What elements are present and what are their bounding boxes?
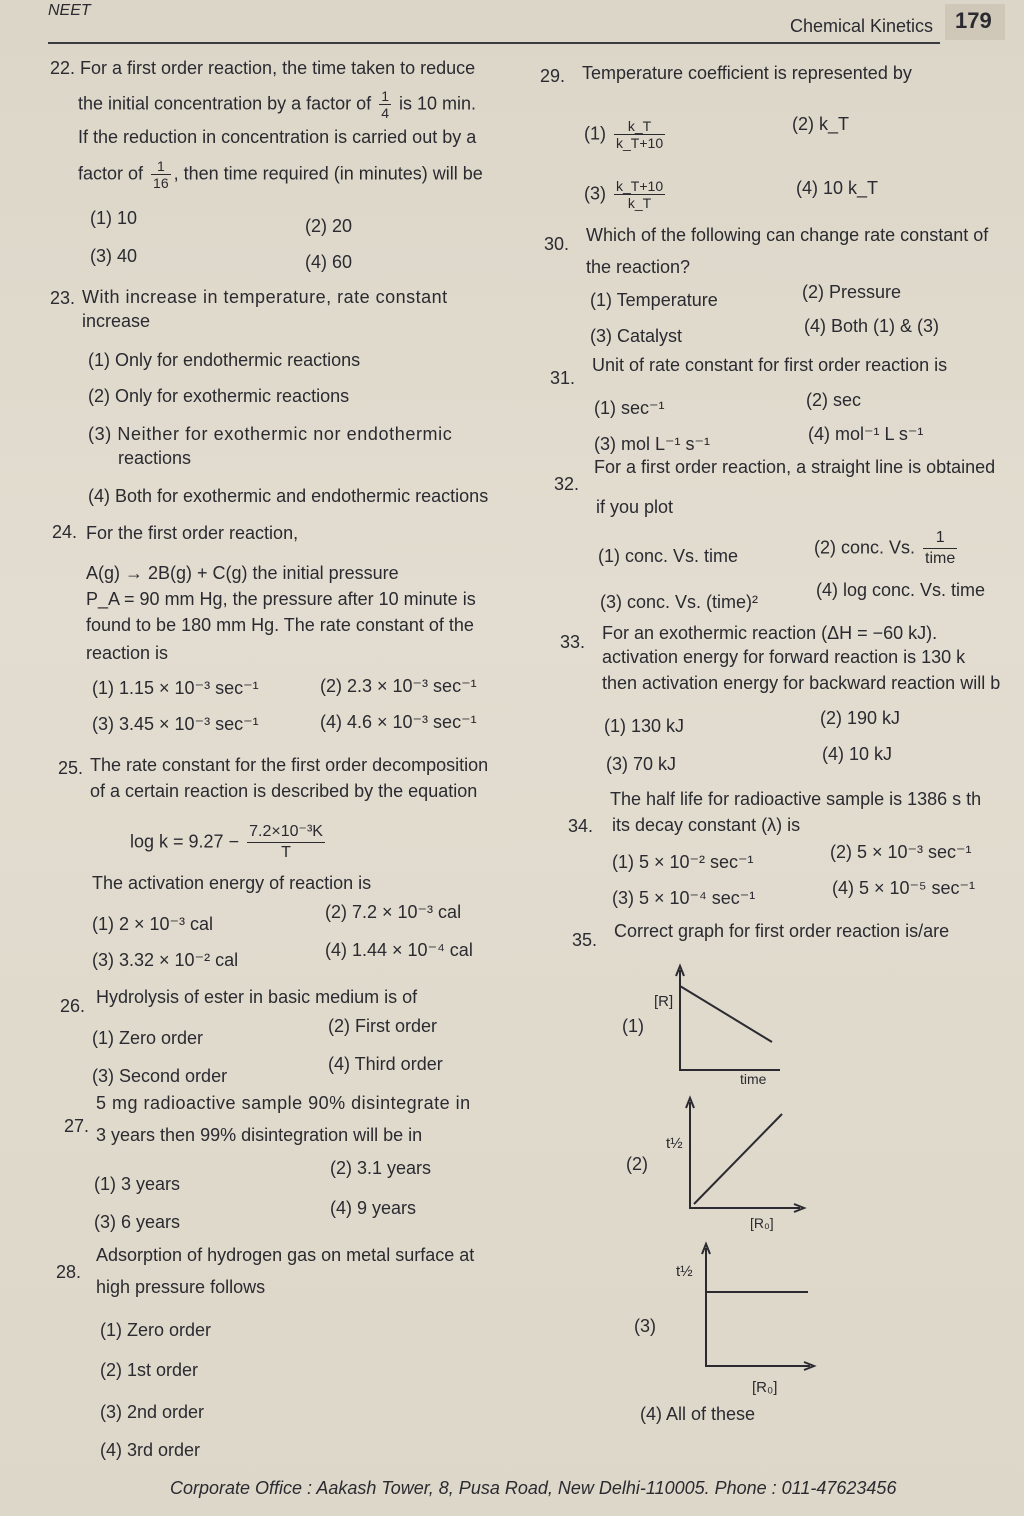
option-3[interactable]: (3) Neither for exothermic nor endothermic xyxy=(88,424,453,444)
option-2[interactable]: (2) Only for exothermic reactions xyxy=(88,386,350,406)
option-1[interactable]: (1) xyxy=(622,1016,644,1036)
question-number: 30. xyxy=(544,234,570,254)
question-number: 31. xyxy=(550,368,576,388)
question-number: 34. xyxy=(568,816,594,836)
option-2[interactable]: (2) sec xyxy=(806,390,862,410)
question-text: reaction is xyxy=(86,643,169,663)
question-text: The rate constant for the first order decomposition xyxy=(90,755,489,775)
option-1[interactable]: (1) 130 kJ xyxy=(604,716,685,736)
option-2[interactable]: (2) conc. Vs. $\frac{1}{\text{time}}$ xyxy=(814,529,956,567)
option-3[interactable]: (3) 6 years xyxy=(94,1212,181,1232)
question-number: 32. xyxy=(554,474,580,494)
question-text: then activation energy for backward reaction will b xyxy=(602,673,1001,693)
question-number: 22. xyxy=(50,58,76,78)
y-axis-label: t½ xyxy=(666,1135,683,1152)
x-axis-label: [R₀] xyxy=(750,1215,774,1231)
x-axis-label: time xyxy=(740,1071,767,1087)
question-number: 24. xyxy=(52,522,78,542)
question-number: 33. xyxy=(560,632,586,652)
option-4[interactable]: (4) 4.6 × 10⁻³ sec⁻¹ xyxy=(320,712,477,732)
graph-axes xyxy=(706,1248,810,1366)
option-1[interactable]: (1) sec⁻¹ xyxy=(594,398,665,418)
option-2[interactable]: (2) 190 kJ xyxy=(820,708,901,728)
option-2[interactable]: (2) 20 xyxy=(305,216,353,236)
option-1[interactable]: (1) 10 xyxy=(90,208,138,228)
option-4[interactable]: (4) 1.44 × 10⁻⁴ cal xyxy=(325,940,473,960)
question-number: 27. xyxy=(64,1116,90,1136)
y-axis-label: t½ xyxy=(676,1263,693,1280)
question-text: 5 mg radioactive sample 90% disintegrate in xyxy=(96,1093,471,1113)
equation: log k = 9.27 − $\frac{\text{7.2×10⁻³K}}{T}$ xyxy=(130,823,323,861)
question-text: Adsorption of hydrogen gas on metal surface at xyxy=(96,1245,475,1265)
option-4[interactable]: (4) log conc. Vs. time xyxy=(816,580,986,600)
question-number: 28. xyxy=(56,1262,82,1282)
option-2[interactable]: (2) 5 × 10⁻³ sec⁻¹ xyxy=(830,842,972,862)
option-4[interactable]: (4) Both (1) & (3) xyxy=(804,316,940,336)
option-1[interactable]: (1) $\frac{k\_T}{k\_T+10}$ xyxy=(584,118,664,151)
question-number: 35. xyxy=(572,930,598,950)
header-rule xyxy=(48,42,940,44)
option-2[interactable]: (2) Pressure xyxy=(802,282,902,302)
question-text: If the reduction in concentration is carried out by a xyxy=(78,127,477,147)
question-text: the reaction? xyxy=(586,257,691,277)
option-3[interactable]: (3) 3.32 × 10⁻² cal xyxy=(92,950,239,970)
graph-line-decreasing xyxy=(680,986,772,1042)
question-text: the initial concentration by a factor of $\frac{1}{4}$ is 10 min. xyxy=(78,88,477,121)
option-1[interactable]: (1) 5 × 10⁻² sec⁻¹ xyxy=(612,852,754,872)
option-4[interactable]: (4) mol⁻¹ L s⁻¹ xyxy=(808,424,924,444)
graph-2-half-life-vs-initial-conc xyxy=(660,1092,820,1232)
question-text: Which of the following can change rate constant of xyxy=(586,225,989,245)
option-4[interactable]: (4) 3rd order xyxy=(100,1440,201,1460)
option-3[interactable]: (3) mol L⁻¹ s⁻¹ xyxy=(594,434,711,454)
question-text: For a first order reaction, a straight line is obtained xyxy=(594,457,996,477)
question-text: With increase in temperature, rate constant xyxy=(82,287,448,307)
option-3[interactable]: (3) 40 xyxy=(90,246,138,266)
option-3[interactable]: (3) $\frac{k\_T+10}{k\_T}$ xyxy=(584,178,664,211)
question-text: high pressure follows xyxy=(96,1277,266,1297)
question-text: A(g) → 2B(g) + C(g) the initial pressure xyxy=(86,563,399,583)
option-4[interactable]: (4) 10 k_T xyxy=(796,178,879,198)
option-2[interactable]: (2) 2.3 × 10⁻³ sec⁻¹ xyxy=(320,676,477,696)
page-number: 179 xyxy=(955,8,992,33)
option-2[interactable]: (2) 7.2 × 10⁻³ cal xyxy=(325,902,462,922)
question-text: if you plot xyxy=(596,497,674,517)
question-text: Hydrolysis of ester in basic medium is of xyxy=(96,987,418,1007)
question-text: 3 years then 99% disintegration will be in xyxy=(96,1125,423,1145)
question-text: factor of $\frac{1}{16}$ , then time required (in minutes) will be xyxy=(78,158,483,191)
option-1[interactable]: (1) conc. Vs. time xyxy=(598,546,739,566)
chapter-title: Chemical Kinetics xyxy=(790,16,934,36)
x-axis-label: [R₀] xyxy=(752,1379,778,1396)
graph-1-concentration-vs-time xyxy=(650,958,810,1088)
graph-axes xyxy=(680,970,780,1070)
option-4[interactable]: (4) 5 × 10⁻⁵ sec⁻¹ xyxy=(832,878,976,898)
graph-3-half-life-constant xyxy=(670,1240,830,1400)
question-text: P_A = 90 mm Hg, the pressure after 10 minute is xyxy=(86,589,476,609)
question-text: found to be 180 mm Hg. The rate constant of the xyxy=(86,615,474,635)
question-text: For the first order reaction, xyxy=(86,523,299,543)
option-3[interactable]: (3) conc. Vs. (time)² xyxy=(600,592,759,612)
y-axis-label: [R] xyxy=(654,993,674,1010)
question-number: 23. xyxy=(50,288,76,308)
question-text: of a certain reaction is described by the equation xyxy=(90,781,478,801)
option-3-continued: reactions xyxy=(118,448,192,468)
question-text: For a first order reaction, the time taken to reduce xyxy=(80,58,476,78)
option-3[interactable]: (3) 70 kJ xyxy=(606,754,677,774)
option-3[interactable]: (3) Second order xyxy=(92,1066,228,1086)
option-1[interactable]: (1) 2 × 10⁻³ cal xyxy=(92,914,214,934)
option-2[interactable]: (2) 1st order xyxy=(100,1360,199,1380)
option-4[interactable]: (4) Both for exothermic and endothermic reactions xyxy=(88,486,489,506)
question-text: its decay constant (λ) is xyxy=(612,815,801,835)
option-1[interactable]: (1) Zero order xyxy=(92,1028,204,1048)
question-number: 25. xyxy=(58,758,84,778)
question-text: For an exothermic reaction (ΔH = −60 kJ). xyxy=(602,623,938,643)
option-3[interactable]: (3) 5 × 10⁻⁴ sec⁻¹ xyxy=(612,888,756,908)
question-text: Correct graph for first order reaction is/are xyxy=(614,921,950,941)
option-4[interactable]: (4) 9 years xyxy=(330,1198,417,1218)
option-1[interactable]: (1) 1.15 × 10⁻³ sec⁻¹ xyxy=(92,678,259,698)
option-2[interactable]: (2) k_T xyxy=(792,114,850,134)
question-text: Unit of rate constant for first order reaction is xyxy=(592,355,948,375)
graph-line-increasing xyxy=(694,1114,782,1204)
option-1[interactable]: (1) Zero order xyxy=(100,1320,212,1340)
question-text: The half life for radioactive sample is 1386 s th xyxy=(610,789,982,809)
option-4[interactable]: (4) 10 kJ xyxy=(822,744,893,764)
question-text: Temperature coefficient is represented by xyxy=(582,63,912,83)
option-1[interactable]: (1) 3 years xyxy=(94,1174,181,1194)
question-text: activation energy for forward reaction is 130 k xyxy=(602,647,966,667)
option-3[interactable]: (3) xyxy=(634,1316,656,1336)
footer-address: Corporate Office : Aakash Tower, 8, Pusa Road, New Delhi-110005. Phone : 011-47623456 xyxy=(170,1478,897,1498)
option-2[interactable]: (2) 3.1 years xyxy=(330,1158,432,1178)
header-left-label: NEET xyxy=(48,2,91,19)
option-4[interactable]: (4) 60 xyxy=(305,252,353,272)
option-3[interactable]: (3) 2nd order xyxy=(100,1402,205,1422)
question-text: increase xyxy=(82,311,151,331)
question-number: 26. xyxy=(60,996,86,1016)
option-3[interactable]: (3) 3.45 × 10⁻³ sec⁻¹ xyxy=(92,714,259,734)
option-2[interactable]: (2) First order xyxy=(328,1016,438,1036)
option-2[interactable]: (2) xyxy=(626,1154,648,1174)
option-4[interactable]: (4) All of these xyxy=(640,1404,756,1424)
option-3[interactable]: (3) Catalyst xyxy=(590,326,683,346)
option-1[interactable]: (1) Temperature xyxy=(590,290,718,310)
question-number: 29. xyxy=(540,66,566,86)
option-4[interactable]: (4) Third order xyxy=(328,1054,443,1074)
question-text: The activation energy of reaction is xyxy=(92,873,372,893)
option-1[interactable]: (1) Only for endothermic reactions xyxy=(88,350,361,370)
